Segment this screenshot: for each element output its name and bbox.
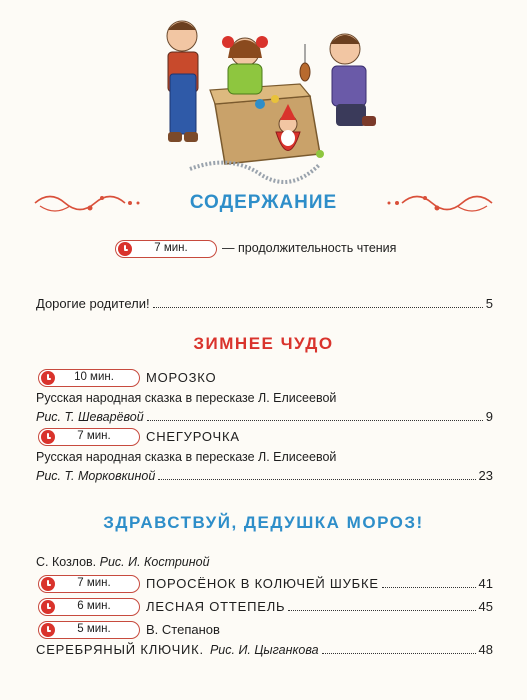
entry-title: ЛЕСНАЯ ОТТЕПЕЛЬ bbox=[146, 599, 286, 614]
time-badge: 5 мин. bbox=[38, 621, 140, 639]
clock-icon bbox=[41, 600, 55, 614]
page-number: 9 bbox=[485, 409, 493, 424]
contents-title: СОДЕРЖАНИЕ bbox=[189, 192, 338, 213]
illustrator-credit: Рис. Т. Морковкиной bbox=[36, 469, 156, 483]
section-title-hello-grandfather-frost: ЗДРАВСТВУЙ, ДЕДУШКА МОРОЗ! bbox=[103, 513, 424, 532]
page-number: 45 bbox=[478, 599, 493, 614]
legend-text: — продолжительность чтения bbox=[222, 241, 397, 255]
clock-icon bbox=[41, 371, 55, 385]
page-number: 5 bbox=[485, 296, 493, 311]
entry-title[interactable]: МОРОЗКО bbox=[146, 370, 217, 385]
toc-entry-lesnaya-ottepel[interactable] bbox=[146, 599, 493, 615]
page-number: 23 bbox=[478, 468, 493, 483]
clock-icon bbox=[118, 242, 132, 256]
entry-title: СЕРЕБРЯНЫЙ КЛЮЧИК. bbox=[36, 642, 204, 657]
page-number: 48 bbox=[478, 642, 493, 657]
illustrator-credit: Рис. И. Цыганкова bbox=[209, 643, 319, 657]
children-illustration bbox=[140, 4, 390, 184]
time-badge: 7 мин. bbox=[38, 428, 140, 446]
toc-entry-porosyonok[interactable] bbox=[146, 576, 493, 592]
toc-entry-snegurochka[interactable] bbox=[36, 468, 493, 484]
author-line: С. Козлов. Рис. И. Костриной bbox=[36, 555, 210, 569]
toc-entry-morozko[interactable] bbox=[36, 409, 493, 425]
time-badge: 7 мин. bbox=[115, 240, 217, 258]
clock-icon bbox=[41, 577, 55, 591]
time-badge: 6 мин. bbox=[38, 598, 140, 616]
section-title-winter-miracle: ЗИМНЕЕ ЧУДО bbox=[193, 334, 334, 353]
entry-title[interactable]: СНЕГУРОЧКА bbox=[146, 429, 240, 444]
time-badge: 7 мин. bbox=[38, 575, 140, 593]
toc-entry-serebryany-klyuchik[interactable] bbox=[36, 642, 493, 658]
illustrator-credit: Рис. Т. Шеварёвой bbox=[36, 410, 144, 424]
entry-title: Дорогие родители! bbox=[36, 296, 150, 311]
entry-subtitle: Русская народная сказка в пересказе Л. Елисеевой bbox=[36, 450, 337, 464]
clock-icon bbox=[41, 623, 55, 637]
clock-icon bbox=[41, 430, 55, 444]
author-name: В. Степанов bbox=[146, 622, 220, 637]
time-badge: 10 мин. bbox=[38, 369, 140, 387]
entry-title: ПОРОСЁНОК В КОЛЮЧЕЙ ШУБКЕ bbox=[146, 576, 379, 591]
page-number: 41 bbox=[478, 576, 493, 591]
entry-subtitle: Русская народная сказка в пересказе Л. Елисеевой bbox=[36, 391, 337, 405]
toc-entry-intro[interactable] bbox=[36, 296, 493, 312]
